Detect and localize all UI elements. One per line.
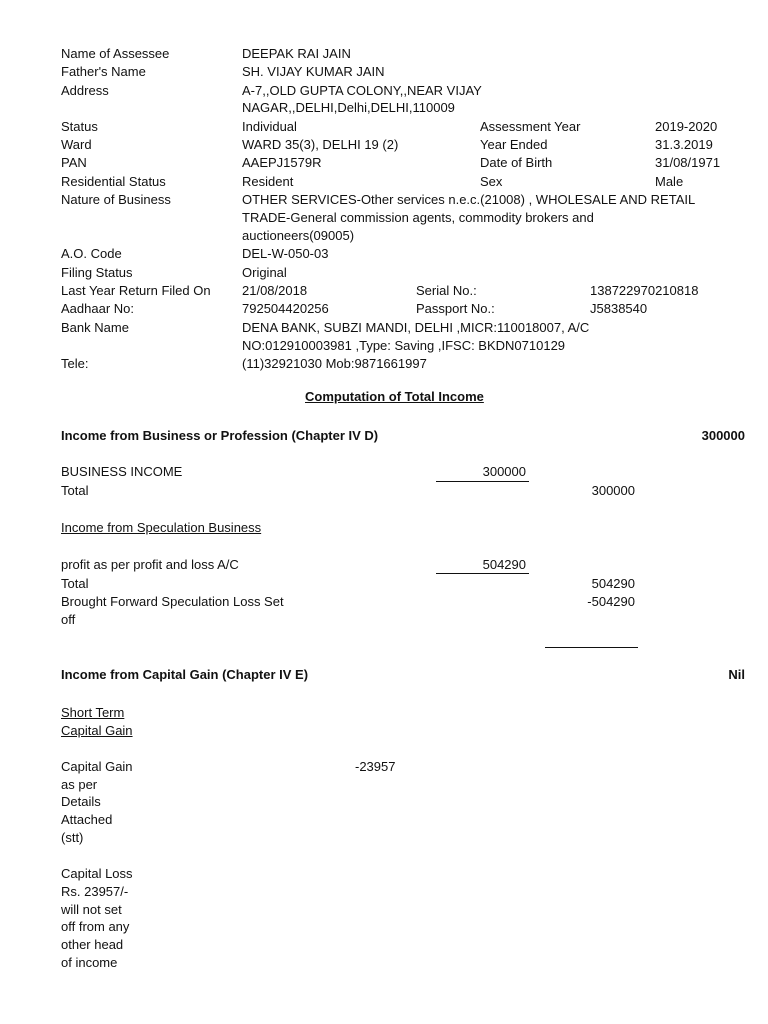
speculation-total-amount: 504290: [591, 576, 635, 591]
name-label: Name of Assessee: [61, 46, 170, 61]
address-line2: NAGAR,,DELHI,Delhi,DELHI,110009: [242, 100, 455, 115]
address-line1: A-7,,OLD GUPTA COLONY,,NEAR VIJAY: [242, 83, 482, 98]
stcg-heading-line2: Capital Gain: [61, 723, 133, 738]
bf-loss-line1: Brought Forward Speculation Loss Set: [61, 594, 284, 609]
passport-label: Passport No.:: [416, 301, 495, 316]
pan-label: PAN: [61, 155, 87, 170]
cg-amount: -23957: [355, 759, 396, 774]
father-value: SH. VIJAY KUMAR JAIN: [242, 64, 385, 79]
passport-value: J5838540: [590, 301, 648, 316]
status-label: Status: [61, 119, 98, 134]
business-heading: Income from Business or Profession (Chapter IV D): [61, 428, 379, 443]
bank-line1: DENA BANK, SUBZI MANDI, DELHI ,MICR:110018007, A/C: [242, 320, 590, 335]
bank-label: Bank Name: [61, 320, 129, 335]
aadhaar-value: 792504420256: [242, 301, 329, 316]
address-label: Address: [61, 83, 109, 98]
residential-status-value: Resident: [242, 174, 294, 189]
name-value: DEEPAK RAI JAIN: [242, 46, 351, 61]
bank-line2: NO:012910003981 ,Type: Saving ,IFSC: BKDN0710129: [242, 338, 566, 353]
business-total-label: Total: [61, 483, 89, 498]
dob-label: Date of Birth: [480, 155, 553, 170]
sex-value: Male: [655, 174, 684, 189]
ward-label: Ward: [61, 137, 92, 152]
residential-status-label: Residential Status: [61, 174, 166, 189]
tele-label: Tele:: [61, 356, 89, 371]
father-label: Father's Name: [61, 64, 146, 79]
filing-status-label: Filing Status: [61, 265, 133, 280]
cg-loss-note-line: will not set: [61, 902, 122, 917]
year-ended-value: 31.3.2019: [655, 137, 713, 152]
speculation-profit-underline: [436, 573, 529, 574]
cg-loss-note-line: off from any: [61, 919, 130, 934]
business-income-amount: 300000: [482, 464, 526, 479]
speculation-heading: Income from Speculation Business: [61, 520, 262, 535]
cg-detail-line: (stt): [61, 830, 84, 845]
speculation-net-underline: [545, 647, 638, 648]
status-value: Individual: [242, 119, 297, 134]
aadhaar-label: Aadhaar No:: [61, 301, 134, 316]
business-heading-amount: 300000: [701, 428, 745, 443]
cg-detail-line: Attached: [61, 812, 113, 827]
business-income-underline: [436, 481, 529, 482]
year-ended-label: Year Ended: [480, 137, 548, 152]
pan-value: AAEPJ1579R: [242, 155, 322, 170]
assessment-year-value: 2019-2020: [655, 119, 718, 134]
serial-no-value: 138722970210818: [590, 283, 699, 298]
cg-loss-note-line: Rs. 23957/-: [61, 884, 129, 899]
sex-label: Sex: [480, 174, 503, 189]
business-total-amount: 300000: [591, 483, 635, 498]
nature-of-business-line1: OTHER SERVICES-Other services n.e.c.(21008) , WHOLESALE AND RETAIL: [242, 192, 696, 207]
cg-loss-note-line: Capital Loss: [61, 866, 133, 881]
last-year-return-label: Last Year Return Filed On: [61, 283, 211, 298]
filing-status-value: Original: [242, 265, 287, 280]
cg-loss-note-line: other head: [61, 937, 124, 952]
serial-no-label: Serial No.:: [416, 283, 477, 298]
stcg-heading-line1: Short Term: [61, 705, 125, 720]
computation-title: Computation of Total Income: [305, 389, 484, 404]
nature-of-business-line3: auctioneers(09005): [242, 228, 355, 243]
ward-value: WARD 35(3), DELHI 19 (2): [242, 137, 399, 152]
cg-detail-line: Capital Gain: [61, 759, 133, 774]
assessment-year-label: Assessment Year: [480, 119, 581, 134]
capital-gain-heading-amount: Nil: [728, 667, 745, 682]
bf-loss-line2: off: [61, 612, 76, 627]
dob-value: 31/08/1971: [655, 155, 721, 170]
capital-gain-heading: Income from Capital Gain (Chapter IV E): [61, 667, 309, 682]
ao-code-value: DEL-W-050-03: [242, 246, 329, 261]
speculation-profit-amount: 504290: [482, 557, 526, 572]
ao-code-label: A.O. Code: [61, 246, 122, 261]
speculation-profit-label: profit as per profit and loss A/C: [61, 557, 239, 572]
nature-of-business-line2: TRADE-General commission agents, commodity brokers and: [242, 210, 594, 225]
speculation-total-label: Total: [61, 576, 89, 591]
cg-detail-line: Details: [61, 794, 101, 809]
cg-loss-note-line: of income: [61, 955, 118, 970]
tele-value: (11)32921030 Mob:9871661997: [242, 356, 427, 371]
bf-loss-amount: -504290: [587, 594, 635, 609]
cg-detail-line: as per: [61, 777, 98, 792]
business-income-label: BUSINESS INCOME: [61, 464, 183, 479]
last-year-return-value: 21/08/2018: [242, 283, 308, 298]
nature-of-business-label: Nature of Business: [61, 192, 171, 207]
